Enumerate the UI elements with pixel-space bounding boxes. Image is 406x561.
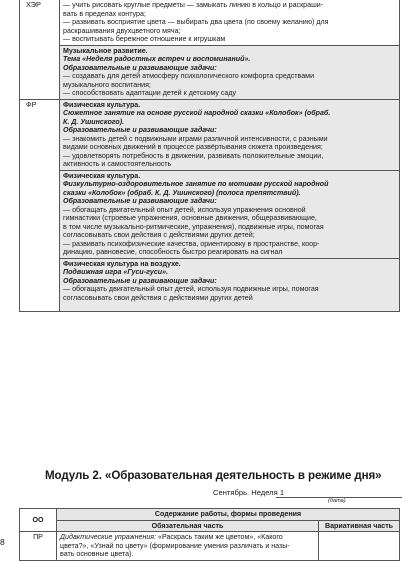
area-code: ПР xyxy=(20,532,57,561)
text-line: — создавать для детей атмосферу психологического комфорта средствами xyxy=(63,72,315,80)
area-code: ХЭР xyxy=(20,0,60,99)
content-header: Содержание работы, формы проведения xyxy=(57,509,400,521)
page-number: 8 xyxy=(0,537,5,547)
table-row xyxy=(20,532,400,561)
text-line: — учить рисовать круглые предметы — замыкать линию в кольцо и раскраши- xyxy=(63,1,324,9)
pe-outdoor-block xyxy=(60,258,400,312)
text-line: — обогащать двигательный опыт детей, используя упражнения основной xyxy=(63,205,306,214)
table-row xyxy=(20,258,400,312)
text-line: цвета?», «Узнай по цвету» (формирование умения различать и назы- xyxy=(60,541,290,550)
block-theme: сказки «Колобок» (обраб. К. Д. Ушинского) (полоса препятствий). xyxy=(63,188,301,197)
module-title: Модуль 2. «Образовательная деятельность в режиме дня» xyxy=(45,469,382,482)
table-row xyxy=(20,170,400,258)
text-line: — знакомить детей с подвижными играми различной интенсивности, с разными xyxy=(63,134,328,143)
text-line: в том числе музыкально-ритмические, упражнения), подвижные игры, помогая xyxy=(63,222,324,231)
text-line: — развивать восприятие цвета — выбирать два цвета (по своему желанию) для xyxy=(63,18,329,26)
table-header-row xyxy=(20,509,400,521)
pe-block-1 xyxy=(60,99,400,170)
table-row xyxy=(20,99,400,170)
text-line: гимнастики (строевые упражнения, основные движения, общеразвивающие, xyxy=(63,214,317,222)
drawing-tasks-cell xyxy=(60,0,400,45)
week-label: Сентябрь. Неделя 1 xyxy=(213,488,285,497)
text-line: — воспитывать бережное отношение к игрушкам xyxy=(63,35,226,43)
exercise-label: Дидактические упражнения: xyxy=(60,533,157,541)
text-line: динацию, равновесие, способность быстро реагировать на сигнал xyxy=(63,248,283,256)
text-line: согласовывать свои действия с действиями других детей; xyxy=(63,231,255,239)
text-line: вать в пределах контура; xyxy=(63,9,146,18)
date-hint: (дата) xyxy=(328,498,346,504)
block-theme: Подвижная игра «Гуси-гуси». xyxy=(63,268,169,276)
mandatory-cell xyxy=(57,532,319,561)
text-line: музыкального воспитания; xyxy=(63,80,151,89)
text-line: активность и самостоятельность xyxy=(63,160,172,168)
block-theme: К. Д. Ушинского). xyxy=(63,117,125,126)
block-heading: Музыкальное развитие. xyxy=(63,46,148,55)
area-code: ФР xyxy=(20,99,60,312)
tasks-heading: Образовательные и развивающие задачи: xyxy=(63,63,217,72)
block-heading: Физическая культура. xyxy=(63,100,141,109)
music-block xyxy=(60,45,400,99)
block-heading: Физическая культура. xyxy=(63,171,141,180)
text-line: видами основных движений в процессе развёртывания сюжета произведения; xyxy=(63,143,323,151)
table-row xyxy=(20,0,400,45)
mandatory-header: Обязательная часть xyxy=(57,520,319,532)
text-line: согласовывать свои действия с действиями других детей xyxy=(63,293,253,302)
variable-cell xyxy=(319,532,400,561)
daily-activities-table xyxy=(19,508,400,561)
tasks-heading: Образовательные и развивающие задачи: xyxy=(63,197,217,205)
table-header-row xyxy=(20,520,400,532)
pe-block-2 xyxy=(60,170,400,258)
table-row xyxy=(20,45,400,99)
block-theme: Сюжетное занятие на основе русской народной сказки «Колобок» (обраб. xyxy=(63,109,331,117)
tasks-heading: Образовательные и развивающие задачи: xyxy=(63,126,217,134)
oo-header: ОО xyxy=(20,509,57,532)
variable-header-label: Вариативная часть xyxy=(324,521,394,530)
block-theme: Тема «Неделя радостных встреч и воспоминаний». xyxy=(63,55,251,63)
text-line: «Раскрась таким же цветом», «Какого xyxy=(156,533,283,541)
tasks-heading: Образовательные и развивающие задачи: xyxy=(63,276,217,285)
text-line: — развивать психофизические качества, ориентировку в пространстве, коор- xyxy=(63,239,320,248)
block-theme: Физкультурно-оздоровительное занятие по мотивам русской народной xyxy=(63,180,329,188)
text-line: — обогащать двигательный опыт детей, используя подвижные игры, помогая xyxy=(63,285,319,293)
program-table-continued xyxy=(19,0,400,312)
text-line: раскрашивания двухцветного мяча; xyxy=(63,26,181,35)
block-heading: Физическая культура на воздухе. xyxy=(63,259,181,268)
text-line: — способствовать адаптации детей к детскому саду xyxy=(63,89,237,97)
variable-header xyxy=(319,520,400,532)
text-line: вать основные цвета). xyxy=(60,550,134,558)
text-line: — удовлетворять потребность в движении, развивать положительные эмоции, xyxy=(63,151,324,160)
spacer xyxy=(63,302,396,310)
